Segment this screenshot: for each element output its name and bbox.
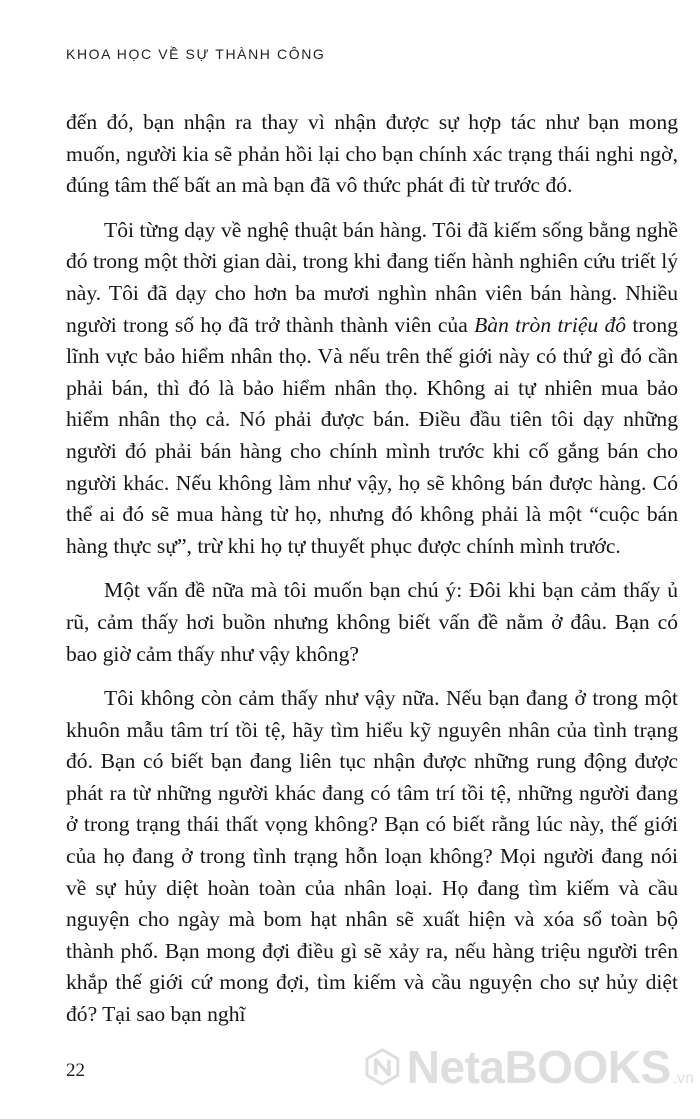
body-text [66, 107, 678, 1031]
watermark [364, 1032, 694, 1102]
paragraph-2-text-end: trong lĩnh vực bảo hiểm nhân thọ. Và nếu trên thế giới này có thứ gì đó cần phải bán, thì đó là bảo hiểm nhân thọ. Không ai tự nhiên mua bảo hiểm nhân thọ cả. Nó phải được bán. Điều đầu tiên tôi dạy những người đó phải bán hàng cho chính mình trước khi cố gắng bán cho người khác. Nếu không làm như vậy, họ sẽ không bán được hàng. Có thể ai đó sẽ mua hàng từ họ, nhưng đó không phải là một “cuộc bán hàng thực sự”, trừ khi họ tự thuyết phục được chính mình trước. [66, 312, 678, 558]
page-number: 22 [66, 1060, 85, 1081]
paragraph-2-text-start: Tôi từng dạy về nghệ thuật bán hàng. Tôi đã kiếm sống bằng nghề đó trong một thời gian dài, trong khi đang tiến hành nghiên cứu triết lý này. Tôi đã dạy cho hơn ba mươi nghìn nhân viên bán hàng. Nhiều người trong số họ đã trở thành thành viên của [66, 217, 678, 337]
paragraph-3: Một vấn đề nữa mà tôi muốn bạn chú ý: Đôi khi bạn cảm thấy ủ rũ, cảm thấy hơi buồn nhưng không biết vấn đề nằm ở đâu. Bạn có bao giờ cảm thấy như vậy không? [66, 578, 678, 666]
netabooks-logo-icon [364, 1036, 401, 1098]
paragraph-2-italic-title: Bàn tròn triệu đô [474, 312, 627, 337]
paragraph-1: đến đó, bạn nhận ra thay vì nhận được sự hợp tác như bạn mong muốn, người kia sẽ phản hồi lại cho bạn chính xác trạng thái nghi ngờ, đúng tâm thế bất an mà bạn đã vô thức phát đi từ trước đó. [66, 110, 678, 198]
paragraph-4: Tôi không còn cảm thấy như vậy nữa. Nếu bạn đang ở trong một khuôn mẫu tâm trí tồi tệ, hãy tìm hiểu kỹ nguyên nhân của tình trạng đó. Bạn có biết bạn đang liên tục nhận được những rung động được phát ra từ những người khác đang có tâm trí tồi tệ, những người đang ở trong trạng thái thất vọng không? Bạn có biết rằng lúc này, thế giới của họ đang ở trong tình trạng hỗn loạn không? Mọi người đang nói về sự hủy diệt hoàn toàn của nhân loại. Họ đang tìm kiếm và cầu nguyện cho ngày mà bom hạt nhân sẽ xuất hiện và xóa sổ toàn bộ thành phố. Bạn mong đợi điều gì sẽ xảy ra, nếu hàng triệu người trên khắp thế giới cứ mong đợi, tìm kiếm và cầu nguyện cho sự hủy diệt đó? Tại sao bạn nghĩ [66, 686, 678, 1027]
watermark-suffix: .vn [672, 1070, 694, 1087]
watermark-brand: NetaBOOKS [406, 1041, 671, 1093]
paragraph-2 [66, 215, 678, 563]
running-header: KHOA HỌC VỀ SỰ THÀNH CÔNG [66, 46, 326, 62]
